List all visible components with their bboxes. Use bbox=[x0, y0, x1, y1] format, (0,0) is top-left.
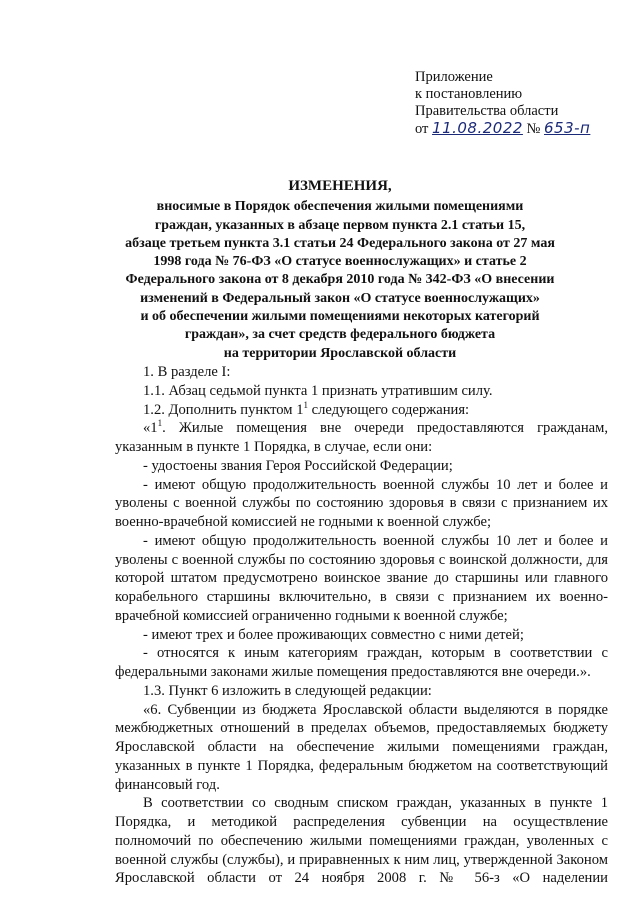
title-heading: ИЗМЕНЕНИЯ, bbox=[288, 178, 392, 194]
paragraph-point-6: «6. Субвенции из бюджета Ярославской области выделяются в порядке межбюджетных отношений в пределах объемов, предоставляемых бюджету Ярославской области на обеспечение жилыми помещениями граждан, указанных в пункте 1 Порядка, федеральным бюджетом на соответствующий финансовый год. bbox=[115, 701, 608, 793]
appendix-date-number-line bbox=[415, 120, 625, 138]
handwritten-number: 653-п bbox=[544, 119, 591, 137]
title-line: и об обеспечении жилыми помещениями некоторых категорий bbox=[140, 309, 540, 325]
number-label: № bbox=[526, 121, 541, 137]
appendix-label: Приложение bbox=[415, 69, 493, 85]
list-item: - имеют общую продолжительность военной службы 10 лет и более и уволены с военной службы по состоянию здоровья с воинской должности, для которой штатом предусмотрено воинское звание до старшины или главного корабельного старшины включительно, в связи с признанием их военно-врачебной комиссией ограниченно годными к военной службе; bbox=[115, 532, 608, 624]
title-line: граждан», за счет средств федерального бюджета bbox=[184, 327, 496, 343]
list-item: - удостоены звания Героя Российской Федерации; bbox=[143, 457, 453, 474]
title-line: вносимые в Порядок обеспечения жилыми помещениями bbox=[156, 199, 524, 215]
title-line: на территории Ярославской области bbox=[223, 345, 457, 361]
list-item: - имеют трех и более проживающих совместно с ними детей; bbox=[143, 626, 524, 643]
point-number: «1 bbox=[143, 420, 158, 437]
title-line: 1998 года № 76-ФЗ «О статусе военнослужащих» и статье 2 bbox=[153, 254, 527, 270]
list-item: - имеют общую продолжительность военной службы 10 лет и более и уволены с военной службы по состоянию здоровья в связи с признанием их военно-врачебной комиссией не годными к военной службе; bbox=[115, 476, 608, 530]
title-line: абзаце третьем пункта 3.1 статьи 24 Федерального закона от 27 мая bbox=[125, 235, 555, 251]
paragraph-continuation: В соответствии со сводным списком граждан, указанных в пункте 1 Порядка, и методикой распределения субвенции на осуществление полномочий по обеспечению жилыми помещениями граждан, уволенных с военной службы (службы), и приравненных к ним лиц, утвержденной Законом Ярославской области от 24 ноября 2008 г. № 56-з «О наделении bbox=[115, 795, 608, 887]
title-line: изменений в Федеральный закон «О статусе военнослужащих» bbox=[140, 290, 540, 306]
superscript: 1 bbox=[157, 418, 163, 429]
appendix-resolution-ref: к постановлению bbox=[415, 86, 523, 102]
paragraph-point-1-1 bbox=[115, 419, 608, 457]
appendix-government: Правительства области bbox=[415, 103, 559, 119]
appendix-header bbox=[415, 69, 625, 138]
paragraph-section-1: 1. В разделе I: bbox=[143, 364, 231, 380]
document-body bbox=[115, 363, 608, 888]
superscript: 1 bbox=[303, 399, 308, 410]
title-line: граждан, указанных в абзаце первом пункта 2.1 статьи 15, bbox=[154, 217, 526, 233]
from-label: от bbox=[415, 121, 429, 137]
list-item: - относятся к иным категориям граждан, которым в соответствии с федеральными законами жилые помещения предоставляются вне очереди.». bbox=[115, 645, 608, 680]
title-line: Федерального закона от 8 декабря 2010 года № 342-ФЗ «О внесении bbox=[125, 272, 555, 288]
paragraph-1-2-text: 1.2. Дополнить пунктом 1 bbox=[143, 401, 304, 418]
document-title bbox=[105, 177, 575, 363]
paragraph-1-2 bbox=[115, 401, 608, 420]
point-text: . Жилые помещения вне очереди предоставляются гражданам, указанным в пункте 1 Порядка, в случае, если они: bbox=[115, 420, 608, 455]
handwritten-date: 11.08.2022 bbox=[432, 119, 523, 137]
paragraph-1-2-tail: следующего содержания: bbox=[308, 401, 470, 418]
paragraph-1-1: 1.1. Абзац седьмой пункта 1 признать утратившим силу. bbox=[143, 382, 493, 399]
paragraph-1-3: 1.3. Пункт 6 изложить в следующей редакции: bbox=[143, 682, 432, 699]
